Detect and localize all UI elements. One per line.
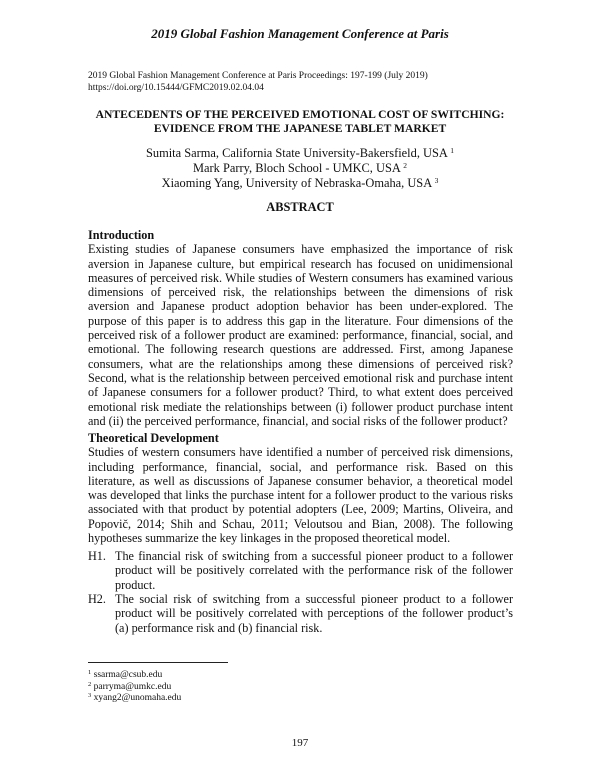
section-heading-introduction: Introduction (88, 228, 155, 242)
page-number: 197 (291, 737, 309, 749)
abstract-heading: ABSTRACT (266, 200, 334, 214)
doi-link[interactable]: https://doi.org/10.15444/GFMC2019.02.04.04 (88, 83, 264, 93)
theory-section (88, 431, 513, 545)
title-line-2: EVIDENCE FROM THE JAPANESE TABLET MARKET (153, 122, 447, 135)
footnote-marker: 1 (450, 146, 454, 155)
proceedings-line: 2019 Global Fashion Management Conference at Paris Proceedings: 197-199 (July 2019) (88, 71, 428, 81)
hypothesis-text: The financial risk of switching from a successful pioneer product to a follower product will be positively correlated with the performance risk of the follower product. (115, 549, 513, 592)
section-heading-theory: Theoretical Development (88, 431, 219, 445)
footnotes (88, 670, 181, 705)
footnote-divider (88, 662, 228, 663)
author-affiliation: Mark Parry, Bloch School - UMKC, USA (193, 161, 401, 175)
footnote-email[interactable]: xyang2@unomaha.edu (93, 693, 182, 703)
footnote-item (88, 693, 181, 705)
title-line-1: ANTECEDENTS OF THE PERCEIVED EMOTIONAL COST OF SWITCHING: (95, 108, 505, 121)
footnote-marker: 3 (434, 176, 439, 185)
footnote-marker: 3 (88, 692, 92, 699)
author-list (60, 146, 540, 191)
author-line (60, 176, 540, 191)
hypothesis-number: H1. (88, 549, 106, 563)
theory-paragraph: Studies of western consumers have identified a number of perceived risk dimensions, including performance, financial, social, and performance risk. Based on this literature, as well as discussions of Japanese consumer behavior, a theoretical model was developed that links the purchase intent for a follower product to the various risks associated with that product by potential adopters (Lee, 2009; Martins, Oliveira, and Popovič, 2014; Shih and Schau, 2011; Veloutsou and Bian, 2008). The following hypotheses summarize the key linkages in the proposed theoretical model. (88, 445, 513, 546)
footnote-email[interactable]: ssarma@csub.edu (93, 670, 163, 680)
footnote-marker: 2 (88, 680, 92, 688)
footnote-marker: 1 (88, 669, 92, 676)
author-affiliation: Sumita Sarma, California State University-Bakersfield, USA (146, 146, 448, 160)
proceedings-info (88, 70, 428, 94)
author-line (60, 146, 540, 161)
author-affiliation: Xiaoming Yang, University of Nebraska-Omaha, USA (161, 176, 432, 190)
footnote-email[interactable]: parryma@umkc.edu (93, 681, 172, 692)
running-head: 2019 Global Fashion Management Conference at Paris (151, 26, 449, 41)
footnote-marker: 2 (403, 161, 407, 170)
hypothesis-item (88, 592, 513, 635)
introduction-section (88, 228, 513, 428)
author-line (60, 161, 540, 176)
paper-title (60, 108, 540, 136)
footnote-item (88, 670, 181, 682)
hypothesis-item (88, 549, 513, 592)
introduction-paragraph: Existing studies of Japanese consumers have emphasized the importance of risk aversion in Japanese culture, but empirical research has focused on unidimensional measures of perceived risk. While studies of Western consumers has examined various dimensions of perceived risk, the relationships between the dimensions of risk aversion and Japanese product adoption behavior has been under-explored. The purpose of this paper is to address this gap in the literature. Four dimensions of the perceived risk of a follower product are examined: performance, financial, social, and emotional. The following research questions are addressed. First, among Japanese consumers, what are the relationships among these dimensions of perceived risk? Second, what is the relationship between perceived emotional risk and purchase intent of Japanese consumers for a follower product? Third, to what extent does perceived emotional risk mediate the relationships between (i) follower product purchase intent and (ii) the perceived performance, financial, and social risks of the follower product? (88, 242, 513, 428)
footnote-item (88, 682, 181, 694)
hypothesis-text: The social risk of switching from a successful pioneer product to a follower product will be positively correlated with perceptions of the follower product’s (a) performance risk and (b) financial risk. (115, 592, 513, 635)
hypothesis-number: H2. (88, 592, 106, 606)
